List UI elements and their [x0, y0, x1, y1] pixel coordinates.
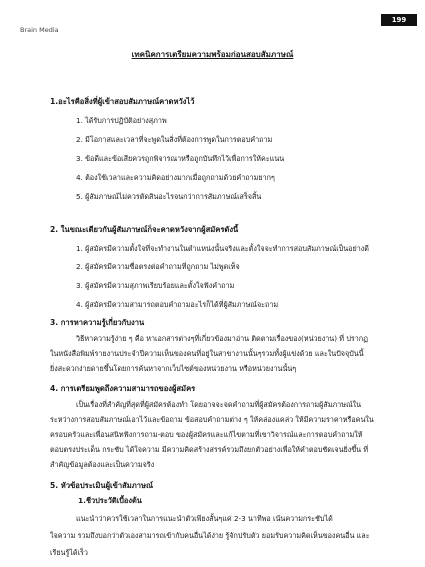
list-item: 1. ผู้สมัครมีความตั้งใจที่จะทำงานในตำแหน่งนั้นจริงและตั้งใจจะทำการสอบสัมภาษณ์เป็นอย่างดี [76, 244, 369, 253]
section-3-heading: 3. การหาความรู้เกี่ยวกับงาน [50, 318, 145, 327]
section-1-heading: 1.อะไรคือสิ่งที่ผู้เข้าสอบสัมภาษณ์คาดหวังไว้ [50, 97, 195, 106]
page-number: 199 [381, 14, 417, 26]
paragraph-line: ใจความ รวมถึงบอกว่าตัวเองสามารถเข้ากับคนอื่นได้ง่าย รู้จักปรับตัว ยอมรับความคิดเห็นของคนอื่น และ [50, 531, 370, 540]
list-item: 2. มีโอกาสและเวลาที่จะพูดในสิ่งที่ต้องการพูดในการตอบคำถาม [76, 135, 273, 144]
running-head: Brain Media [20, 26, 59, 34]
section-2-heading: 2. ในขณะเดียวกันผู้สัมภาษณ์ก็จะคาดหวังจากผู้สมัครดังนี้ [50, 225, 239, 234]
section-4-heading: 4. การเตรียมพูดถึงความสามารถของผู้สมัคร [50, 384, 196, 393]
paragraph-line: ยิ่งสะดวกง่ายดายขึ้นโดยการค้นหาจากเว็บไซต์ของหน่วยงาน หรือหน่วยงานนั้นๆ [50, 364, 297, 373]
section-5-heading: 5. หัวข้อประเมินผู้เข้าสัมภาษณ์ [50, 481, 154, 490]
paragraph-line: วิธีหาความรู้ง่าย ๆ คือ หาเอกสารต่างๆที่เกี่ยวข้องมาอ่าน ติดตามเรื่องของ(หน่วยงาน) ที่ ปรากฏ [76, 334, 368, 343]
section-5-subheading: 1.ชีวประวัติเบื้องต้น [78, 496, 142, 505]
list-item: 3. ผู้สมัครมีความสุภาพเรียบร้อยและตั้งใจฟังคำถาม [76, 281, 235, 290]
list-item: 4. ต้องใช้เวลาและความคิดอย่างมากเมื่อถูกถามด้วยคำถามยากๆ [76, 173, 275, 182]
paragraph-line: สำคัญข้อมูลต้องและเป็นความจริง [50, 460, 155, 469]
list-item: 2. ผู้สมัครมีความซื่อตรงต่อคำถามที่ถูกถาม ไม่พูดเท็จ [76, 262, 240, 271]
list-item: 4. ผู้สมัครมีความสามารถตอบคำถามอะไรก็ได้ที่ผู้สัมภาษณ์จะถาม [76, 300, 279, 309]
paragraph-line: ครอบครัวและเพื่อนสนิทฟังการถาม-ตอบ ของผู้สมัครและแก้ไขตามที่เขาวิจารณ์และการตอบคำถามให้ [50, 430, 363, 439]
list-item: 1. ได้รับการปฏิบัติอย่างสุภาพ [76, 116, 167, 125]
paragraph-line: ระหว่างการสอบสัมภาษณ์เอาไว้และข้อถาม ข้อสอบคำถามต่าง ๆ ให้คล่องแคล่ว ให้มีความราคาหรือคนใน [50, 415, 374, 424]
list-item: 3. ข้อดีและข้อเสียควรถูกพิจารณาหรือถูกบันทึกไว้เพื่อการให้คะแนน [76, 154, 285, 163]
paragraph-line: แนะนำว่าควรใช้เวลาในการแนะนำตัวเพียงสั้นๆแค่ 2-3 นาทีพอ เน้นความกระชับได้ [76, 514, 333, 523]
page-title: เทคนิคการเตรียมความพร้อมก่อนสอบสัมภาษณ์ [131, 50, 294, 59]
paragraph-line: ตอบตรงประเด็น กระชับ ได้ใจความ มีความคิดสร้างสรรค์รวมถึงยกตัวอย่างเพื่อให้คำตอบชัดเจนยิ่งขึ้น ที่ [50, 445, 369, 454]
paragraph-line: เรียนรู้ได้เร็ว [50, 548, 88, 557]
paragraph-line: ในหนังสือพิมพ์รายงานประจำปีความเห็นของคนที่อยู่ในสาขางานนั้นๆรวมทั้งผู้แข่งด้วย และในปัจจุบันนี้ [50, 349, 364, 358]
paragraph-line: เป็นเรื่องที่สำคัญที่สุดที่ผู้สมัครต้องทำ โดยอาจจะจดคำถามที่ผู้สมัครต้องการถามผู้สัมภาษณ์ใน [76, 400, 362, 409]
list-item: 5. ผู้สัมภาษณ์ไม่ควรตัดสินอะไรจนกว่าการสัมภาษณ์เสร็จสิ้น [76, 192, 262, 201]
